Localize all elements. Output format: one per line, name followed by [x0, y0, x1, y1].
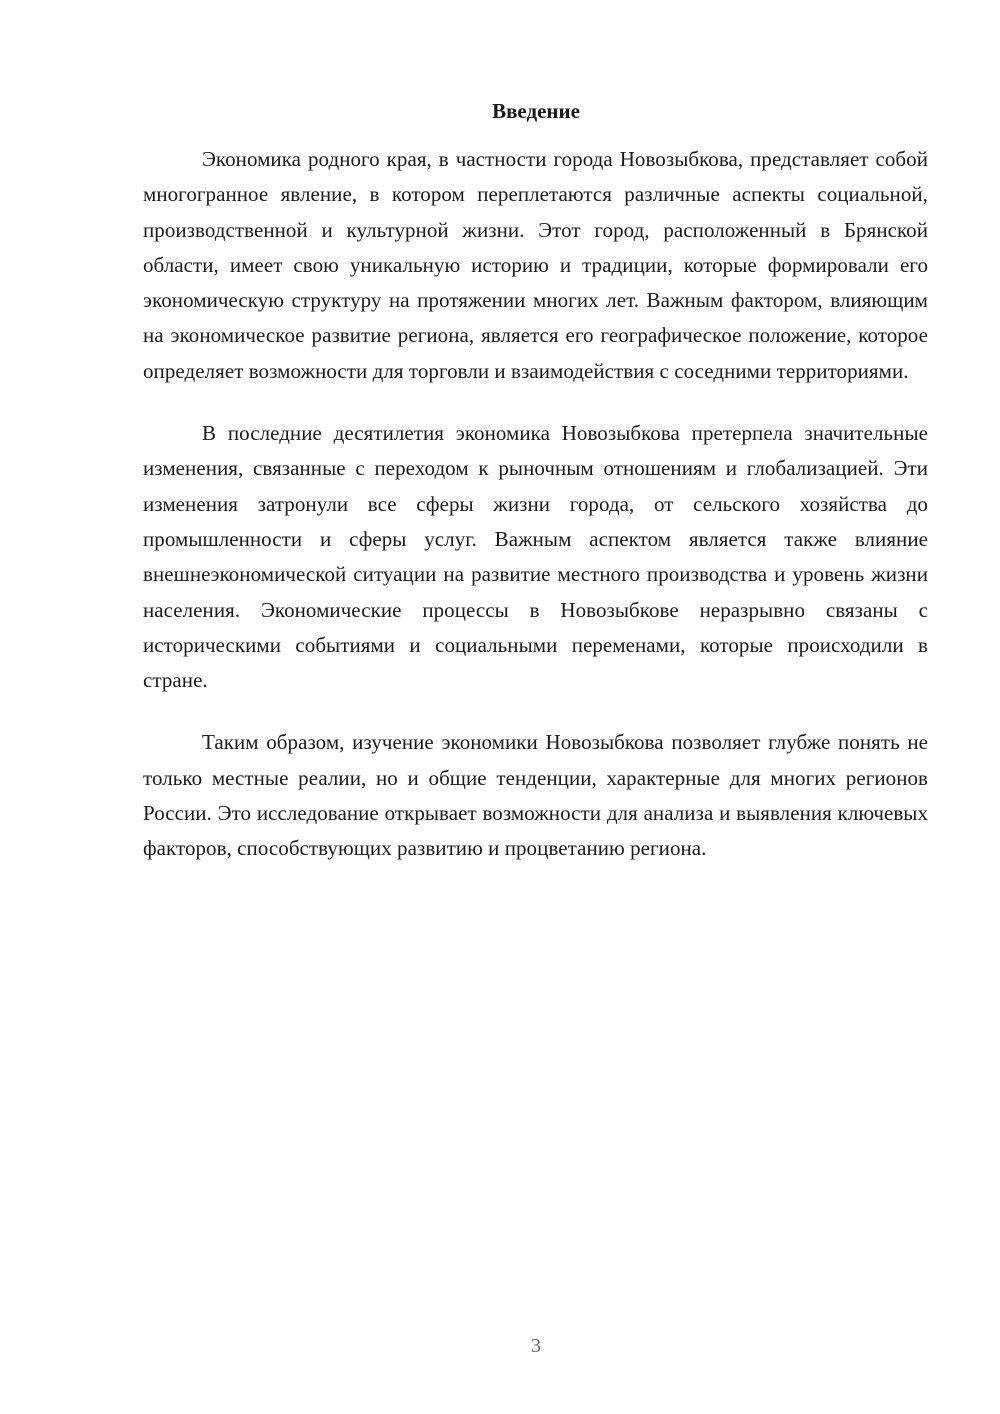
page-number: 3: [531, 1335, 541, 1357]
body-text: [143, 142, 928, 894]
paragraph-2: В последние десятилетия экономика Новозыбкова претерпела значительные изменения, связанные с переходом к рыночным отношениям и глобализацией. Эти изменения затронули все сферы жизни города, от сельского хозяйства до промышленности и сферы услуг. Важным аспектом является также влияние внешнеэкономической ситуации на развитие местного производства и уровень жизни населения. Экономические процессы в Новозыбкове неразрывно связаны с историческими событиями и социальными переменами, которые происходили в стране.: [143, 421, 928, 693]
paragraph-3: Таким образом, изучение экономики Новозыбкова позволяет глубже понять не только местные реалии, но и общие тенденции, характерные для многих регионов России. Это исследование открывает возможности для анализа и выявления ключевых факторов, способствующих развитию и процветанию региона.: [143, 730, 928, 861]
paragraph-1: Экономика родного края, в частности города Новозыбкова, представляет собой многогранное явление, в котором переплетаются различные аспекты социальной, производственной и культурной жизни. Этот город, расположенный в Брянской области, имеет свою уникальную историю и традиции, которые формировали его экономическую структуру на протяжении многих лет. Важным фактором, влияющим на экономическое развитие региона, является его географическое положение, которое определяет возможности для торговли и взаимодействия с соседними территориями.: [143, 147, 928, 383]
section-heading: Введение: [492, 99, 580, 123]
